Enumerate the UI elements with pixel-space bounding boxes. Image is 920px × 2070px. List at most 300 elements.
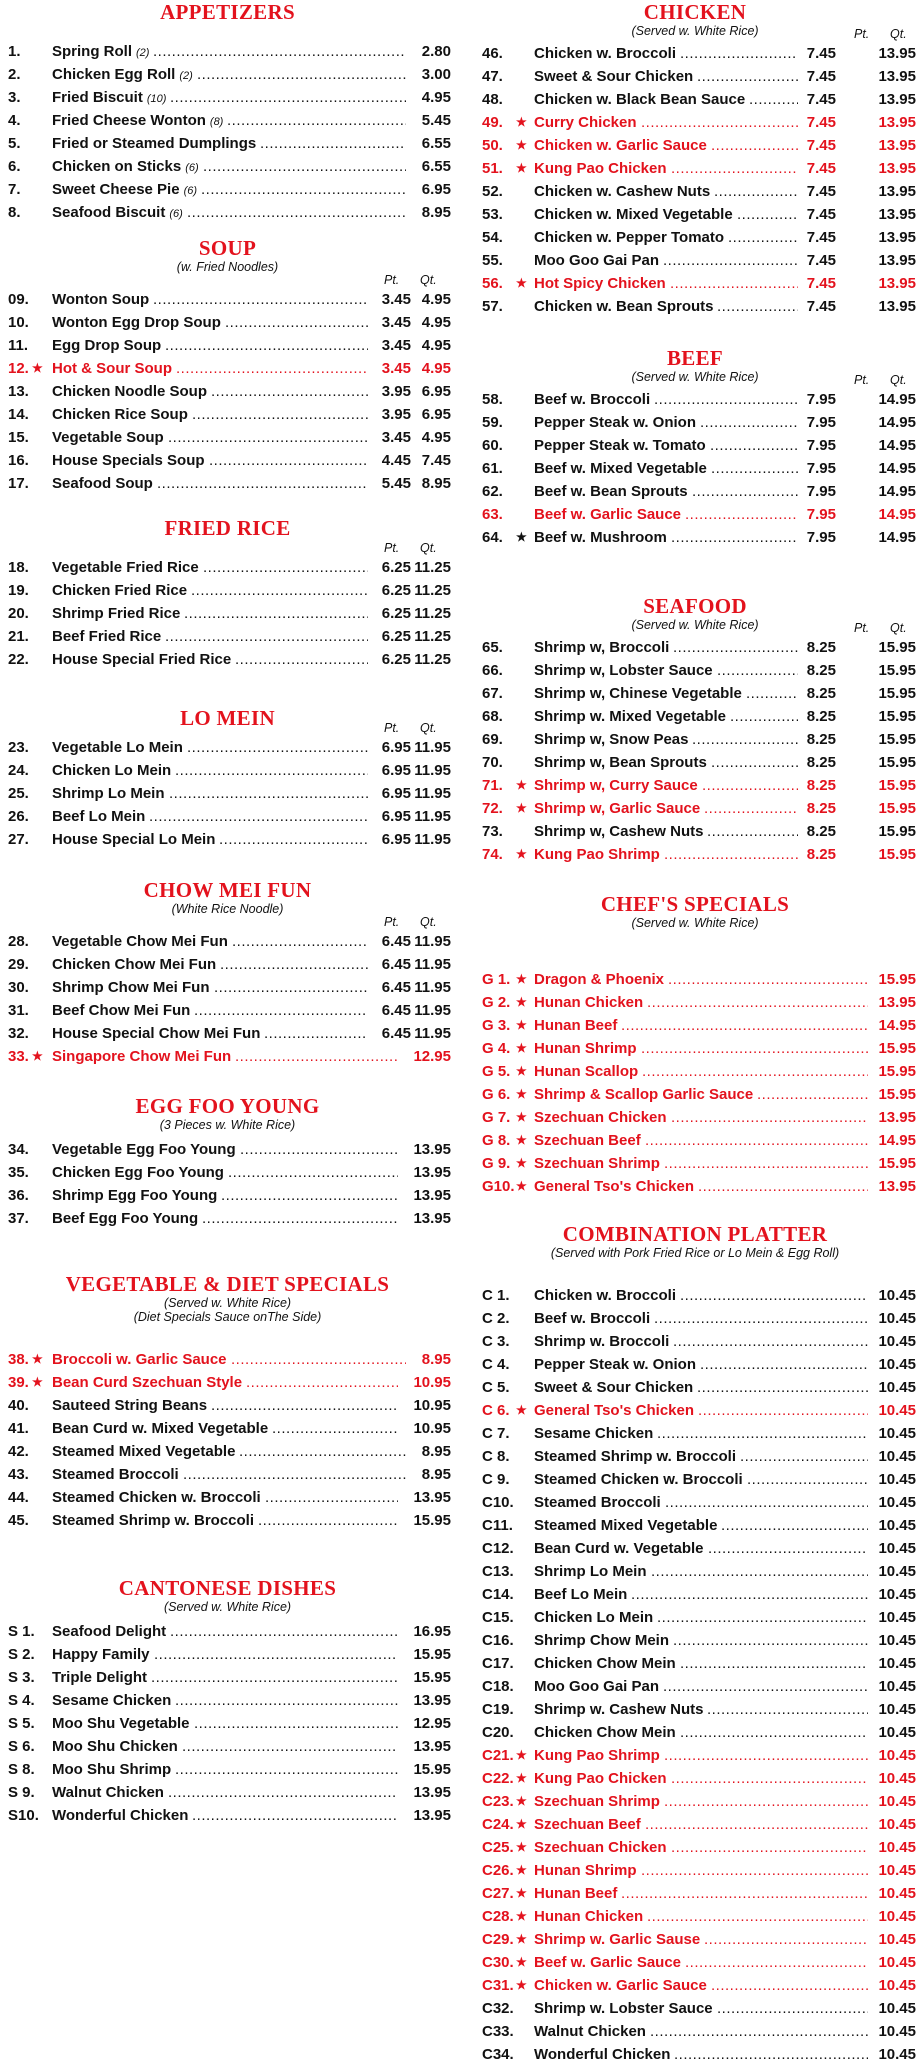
item-name-text: Chicken w. Black Bean Sauce <box>534 91 746 108</box>
menu-item <box>0 1440 455 1463</box>
item-name-text: Wonderful Chicken <box>52 1807 189 1824</box>
item-name <box>52 1138 236 1161</box>
section-title: EGG FOO YOUNG <box>135 1094 320 1118</box>
item-number: 64. <box>482 529 503 546</box>
item-name <box>52 132 256 155</box>
menu-item <box>470 843 920 866</box>
price-quart: 11.95 <box>414 739 451 756</box>
item-name-text: Sesame Chicken <box>534 1425 654 1442</box>
item-name-text: Happy Family <box>52 1646 150 1663</box>
item-name <box>52 1022 260 1045</box>
section-title: VEGETABLE & DIET SPECIALS <box>65 1272 390 1296</box>
price-quart: 14.95 <box>878 483 916 500</box>
item-name <box>534 457 707 480</box>
item-name-text: Chicken w. Cashew Nuts <box>534 183 711 200</box>
section-subtitle: (3 Pieces w. White Rice) <box>159 1118 296 1132</box>
item-name-text: Fried Biscuit <box>52 89 143 106</box>
spicy-star-icon: ★ <box>32 1049 43 1063</box>
price-pint: 6.95 <box>381 739 411 756</box>
price: 10.45 <box>878 1839 916 1856</box>
item-number: C33. <box>482 2023 514 2040</box>
item-quantity: (8) <box>209 116 224 128</box>
price: 13.95 <box>878 1178 916 1195</box>
price: 13.95 <box>413 1187 451 1204</box>
menu-item <box>470 1790 920 1813</box>
price-quart: 6.95 <box>421 383 451 400</box>
section-title: CANTONESE DISHES <box>118 1576 337 1600</box>
item-number: 54. <box>482 229 503 246</box>
item-name <box>52 311 221 334</box>
price: 13.95 <box>413 1489 451 1506</box>
item-name <box>52 759 171 782</box>
item-number: 17. <box>8 475 29 492</box>
menu-item <box>0 1509 455 1532</box>
spicy-star-icon: ★ <box>516 847 527 861</box>
item-name <box>52 1463 179 1486</box>
section-title: FRIED RICE <box>164 516 291 540</box>
item-number: G 5. <box>482 1063 511 1080</box>
price-pint: 6.95 <box>381 808 411 825</box>
menu-item <box>470 1330 920 1353</box>
section-subtitle: (Served w. White Rice) <box>631 24 759 38</box>
item-name <box>52 953 216 976</box>
item-name-text: Walnut Chicken <box>534 2023 646 2040</box>
item-name <box>534 411 696 434</box>
menu-item <box>470 1014 920 1037</box>
item-name <box>534 968 664 991</box>
dot-leader <box>228 1161 398 1184</box>
item-name-text: Sweet Cheese Pie <box>52 181 180 198</box>
menu-item <box>0 999 455 1022</box>
dot-leader <box>704 1928 868 1951</box>
price: 6.95 <box>421 181 451 198</box>
item-number: 46. <box>482 45 503 62</box>
menu-item <box>0 403 455 426</box>
item-number: C27. <box>482 1885 514 1902</box>
dot-leader <box>680 42 798 65</box>
dot-leader <box>740 1445 868 1468</box>
item-name-text: Kung Pao Chicken <box>534 1770 667 1787</box>
price: 13.95 <box>878 994 916 1011</box>
item-number: C15. <box>482 1609 514 1626</box>
menu-item <box>0 1643 455 1666</box>
item-number: 61. <box>482 460 503 477</box>
item-number: C 4. <box>482 1356 510 1373</box>
dot-leader <box>647 1905 868 1928</box>
dot-leader <box>184 602 368 625</box>
item-name-text: Chicken on Sticks <box>52 158 182 175</box>
item-name <box>52 579 187 602</box>
item-name-text: Chicken Chow Mein <box>534 1655 676 1672</box>
item-name-text: Kung Pao Shrimp <box>534 846 660 863</box>
price: 14.95 <box>878 1132 916 1149</box>
item-number: 71. <box>482 777 503 794</box>
dot-leader <box>187 736 368 759</box>
dot-leader <box>219 828 368 851</box>
price-column-header <box>0 272 455 288</box>
item-name-text: Shrimp w, Broccoli <box>534 639 670 656</box>
price-pint: 4.45 <box>381 452 411 469</box>
item-number: C20. <box>482 1724 514 1741</box>
menu-item <box>0 1486 455 1509</box>
menu-item <box>0 1712 455 1735</box>
item-number: S 2. <box>8 1646 35 1663</box>
price: 10.45 <box>878 1885 916 1902</box>
spicy-star-icon: ★ <box>516 1748 527 1762</box>
menu-item <box>470 1928 920 1951</box>
item-number: 11. <box>8 337 29 354</box>
item-number: C10. <box>482 1494 514 1511</box>
section-title: BEEF <box>666 346 724 370</box>
price-pint: 7.45 <box>806 206 836 223</box>
dot-leader <box>170 86 406 109</box>
dot-leader <box>680 1284 868 1307</box>
item-name <box>534 2043 670 2066</box>
dot-leader <box>169 782 368 805</box>
dot-leader <box>671 526 798 549</box>
item-number: C22. <box>482 1770 514 1787</box>
menu-item <box>470 1675 920 1698</box>
price-pint: 7.95 <box>806 460 836 477</box>
menu-item <box>470 1767 920 1790</box>
menu-item <box>470 480 920 503</box>
dot-leader <box>657 1606 868 1629</box>
item-name <box>534 1175 694 1198</box>
price: 15.95 <box>878 1155 916 1172</box>
dot-leader <box>211 1394 398 1417</box>
item-name <box>534 1721 676 1744</box>
item-number: 30. <box>8 979 29 996</box>
item-number: S 1. <box>8 1623 35 1640</box>
spicy-star-icon: ★ <box>516 161 527 175</box>
menu-item <box>0 1666 455 1689</box>
dot-leader <box>153 288 368 311</box>
price-quart: 13.95 <box>878 137 916 154</box>
item-name <box>534 1445 736 1468</box>
item-name <box>52 40 149 65</box>
item-name <box>534 991 643 1014</box>
item-name-text: Beef w. Mixed Vegetable <box>534 460 707 477</box>
item-name <box>52 1620 166 1643</box>
item-number: S 5. <box>8 1715 35 1732</box>
dot-leader <box>654 1307 868 1330</box>
price-pint: 3.95 <box>381 406 411 423</box>
item-name-text: Hot Spicy Chicken <box>534 275 666 292</box>
item-name <box>534 434 706 457</box>
price-pint: 7.45 <box>806 252 836 269</box>
item-name-text: House Special Fried Rice <box>52 651 232 668</box>
menu-item <box>470 2020 920 2043</box>
price-quart: 15.95 <box>878 685 916 702</box>
price-quart: 4.95 <box>421 291 451 308</box>
menu-item <box>0 311 455 334</box>
item-name <box>534 705 726 728</box>
item-number: 66. <box>482 662 503 679</box>
item-name <box>534 1997 713 2020</box>
price: 10.45 <box>878 1931 916 1948</box>
menu-item <box>0 1781 455 1804</box>
item-name <box>52 1509 254 1532</box>
item-name <box>52 648 231 671</box>
item-number: C17. <box>482 1655 514 1672</box>
price-pint: 6.95 <box>381 831 411 848</box>
item-name-text: Shrimp w. Broccoli <box>534 1333 670 1350</box>
section-title: CHEF'S SPECIALS <box>600 892 790 916</box>
price-quart: 13.95 <box>878 252 916 269</box>
item-name-text: Seafood Soup <box>52 475 153 492</box>
item-number: 7. <box>8 181 21 198</box>
item-name-text: Beef w. Garlic Sauce <box>534 506 682 523</box>
menu-item <box>470 295 920 318</box>
price-quart: 15.95 <box>878 846 916 863</box>
price-quart: 11.95 <box>414 979 451 996</box>
menu-item <box>470 1353 920 1376</box>
item-name-text: Broccoli w. Garlic Sauce <box>52 1351 227 1368</box>
dot-leader <box>197 63 406 86</box>
item-number: C18. <box>482 1678 514 1695</box>
dot-leader <box>714 180 798 203</box>
dot-leader <box>621 1014 868 1037</box>
spicy-star-icon: ★ <box>32 1352 43 1366</box>
item-name-text: Chicken Egg Foo Young <box>52 1164 224 1181</box>
item-name <box>52 472 153 495</box>
item-name <box>534 1422 653 1445</box>
price: 13.95 <box>878 1109 916 1126</box>
item-number: C25. <box>482 1839 514 1856</box>
price: 4.95 <box>421 89 451 106</box>
price-quart: 15.95 <box>878 800 916 817</box>
price: 10.45 <box>878 1977 916 1994</box>
dot-leader <box>231 1348 406 1371</box>
dot-leader <box>730 705 798 728</box>
item-name <box>534 1060 638 1083</box>
menu-item <box>470 1037 920 1060</box>
item-name <box>534 1836 667 1859</box>
item-name <box>534 1014 617 1037</box>
price: 10.45 <box>878 1402 916 1419</box>
price: 13.95 <box>413 1807 451 1824</box>
dot-leader <box>157 472 368 495</box>
dot-leader <box>641 1859 868 1882</box>
menu-item <box>470 1514 920 1537</box>
dot-leader <box>664 1790 868 1813</box>
price-pint: 7.95 <box>806 483 836 500</box>
menu-section-chefs-specials <box>470 892 920 1195</box>
dot-leader <box>175 759 368 782</box>
menu-item <box>470 1491 920 1514</box>
menu-item <box>470 1583 920 1606</box>
dot-leader <box>175 1689 398 1712</box>
menu-item <box>470 1129 920 1152</box>
dot-leader <box>685 503 798 526</box>
price: 10.45 <box>878 1287 916 1304</box>
menu-item <box>470 457 920 480</box>
menu-item <box>470 411 920 434</box>
menu-item <box>0 357 455 380</box>
item-name-text: Spring Roll <box>52 43 132 60</box>
price-pint: 8.25 <box>806 708 836 725</box>
menu-section-vegetable-diet <box>0 1272 455 1529</box>
price-pint: 8.25 <box>806 731 836 748</box>
menu-item <box>470 1307 920 1330</box>
spicy-star-icon: ★ <box>516 276 527 290</box>
menu-item <box>470 1376 920 1399</box>
section-title: SEAFOOD <box>643 594 747 618</box>
menu-item <box>0 602 455 625</box>
dot-leader <box>697 65 798 88</box>
price-quart: 13.95 <box>878 114 916 131</box>
item-name <box>534 1905 643 1928</box>
item-name <box>534 1514 717 1537</box>
dot-leader <box>272 1417 398 1440</box>
item-number: 8. <box>8 204 21 221</box>
menu-item <box>470 728 920 751</box>
dot-leader <box>176 357 368 380</box>
item-name-text: Beef w. Broccoli <box>534 391 651 408</box>
price-pint: 6.45 <box>381 979 411 996</box>
item-name-text: Shrimp w, Chinese Vegetable <box>534 685 742 702</box>
price: 10.45 <box>878 2046 916 2063</box>
item-number: S 3. <box>8 1669 35 1686</box>
dot-leader <box>697 1376 868 1399</box>
spicy-star-icon: ★ <box>516 1909 527 1923</box>
item-number: C34. <box>482 2046 514 2063</box>
price-pint: 6.25 <box>381 651 411 668</box>
menu-item <box>470 1399 920 1422</box>
item-name <box>534 180 710 203</box>
item-name <box>534 1767 667 1790</box>
menu-item <box>0 155 455 178</box>
spicy-star-icon: ★ <box>516 1064 527 1078</box>
quart-header: Qt. <box>420 541 437 555</box>
price-pint: 8.25 <box>806 823 836 840</box>
item-name <box>52 1440 235 1463</box>
menu-item <box>470 636 920 659</box>
item-number: 27. <box>8 831 29 848</box>
dot-leader <box>203 155 406 178</box>
item-name <box>534 1813 641 1836</box>
item-number: 56. <box>482 275 503 292</box>
menu-item <box>470 991 920 1014</box>
menu-item <box>470 1106 920 1129</box>
menu-item <box>0 1735 455 1758</box>
item-name-text: Szechuan Beef <box>534 1132 641 1149</box>
item-number: 16. <box>8 452 29 469</box>
price: 15.95 <box>878 1086 916 1103</box>
item-number: C19. <box>482 1701 514 1718</box>
item-number: 18. <box>8 559 29 576</box>
section-subtitle: (w. Fried Noodles) <box>176 260 279 274</box>
item-quantity: (6) <box>183 185 198 197</box>
spicy-star-icon: ★ <box>516 1087 527 1101</box>
dot-leader <box>702 774 798 797</box>
item-name <box>534 1152 660 1175</box>
dot-leader <box>203 556 368 579</box>
item-name <box>534 203 733 226</box>
item-number: 60. <box>482 437 503 454</box>
dot-leader <box>201 178 406 201</box>
dot-leader <box>673 636 798 659</box>
dot-leader <box>264 1022 368 1045</box>
price-pint: 7.45 <box>806 298 836 315</box>
price-column-header <box>0 914 455 930</box>
spicy-star-icon: ★ <box>516 1840 527 1854</box>
item-name <box>52 334 161 357</box>
item-name <box>52 930 228 953</box>
item-name <box>534 797 700 820</box>
menu-section-lo-mein <box>0 706 455 848</box>
item-name <box>534 1468 743 1491</box>
price: 10.45 <box>878 1356 916 1373</box>
item-number: 63. <box>482 506 503 523</box>
item-name-text: Shrimp Chow Mei Fun <box>52 979 210 996</box>
price: 10.45 <box>878 1517 916 1534</box>
price-pint: 6.25 <box>381 582 411 599</box>
item-number: 62. <box>482 483 503 500</box>
item-number: 25. <box>8 785 29 802</box>
item-name <box>534 1974 707 1997</box>
dot-leader <box>671 1106 868 1129</box>
item-name <box>52 976 210 999</box>
price-column-header <box>470 620 920 636</box>
item-number: G 4. <box>482 1040 511 1057</box>
item-name-text: Steamed Broccoli <box>52 1466 179 1483</box>
menu-item <box>470 1882 920 1905</box>
price: 2.80 <box>421 43 451 60</box>
menu-item <box>0 426 455 449</box>
price-pint: 8.25 <box>806 777 836 794</box>
spicy-star-icon: ★ <box>516 1817 527 1831</box>
dot-leader <box>221 1184 398 1207</box>
price-quart: 11.95 <box>414 1025 451 1042</box>
price-pint: 8.25 <box>806 662 836 679</box>
item-name-text: Chicken Fried Rice <box>52 582 188 599</box>
item-name <box>534 1037 637 1060</box>
dot-leader <box>665 1491 868 1514</box>
item-number: C13. <box>482 1563 514 1580</box>
item-name <box>52 380 207 403</box>
menu-item <box>470 249 920 272</box>
menu-section-seafood <box>470 594 920 863</box>
item-name-text: Fried or Steamed Dumplings <box>52 135 257 152</box>
item-name-text: Wonton Egg Drop Soup <box>52 314 221 331</box>
item-name-text: Szechuan Shrimp <box>534 1155 660 1172</box>
item-number: 67. <box>482 685 503 702</box>
dot-leader <box>211 380 368 403</box>
dot-leader <box>737 203 798 226</box>
item-number: 33. <box>8 1048 29 1065</box>
item-number: 70. <box>482 754 503 771</box>
item-name-text: Vegetable Fried Rice <box>52 559 199 576</box>
price-quart: 15.95 <box>878 662 916 679</box>
dot-leader <box>746 682 798 705</box>
item-name <box>534 42 676 65</box>
item-name-text: Chicken Lo Mein <box>534 1609 654 1626</box>
dot-leader <box>710 434 798 457</box>
dot-leader <box>674 2043 868 2066</box>
item-name <box>52 1712 190 1735</box>
item-name-text: Shrimp w, Cashew Nuts <box>534 823 704 840</box>
item-name <box>52 109 223 134</box>
price: 8.95 <box>421 204 451 221</box>
item-name <box>52 1804 188 1827</box>
item-number: 65. <box>482 639 503 656</box>
dot-leader <box>192 1804 398 1827</box>
dot-leader <box>227 109 406 132</box>
menu-item <box>0 288 455 311</box>
item-name-text: Pepper Steak w. Tomato <box>534 437 706 454</box>
item-name-text: Dragon & Phoenix <box>534 971 665 988</box>
